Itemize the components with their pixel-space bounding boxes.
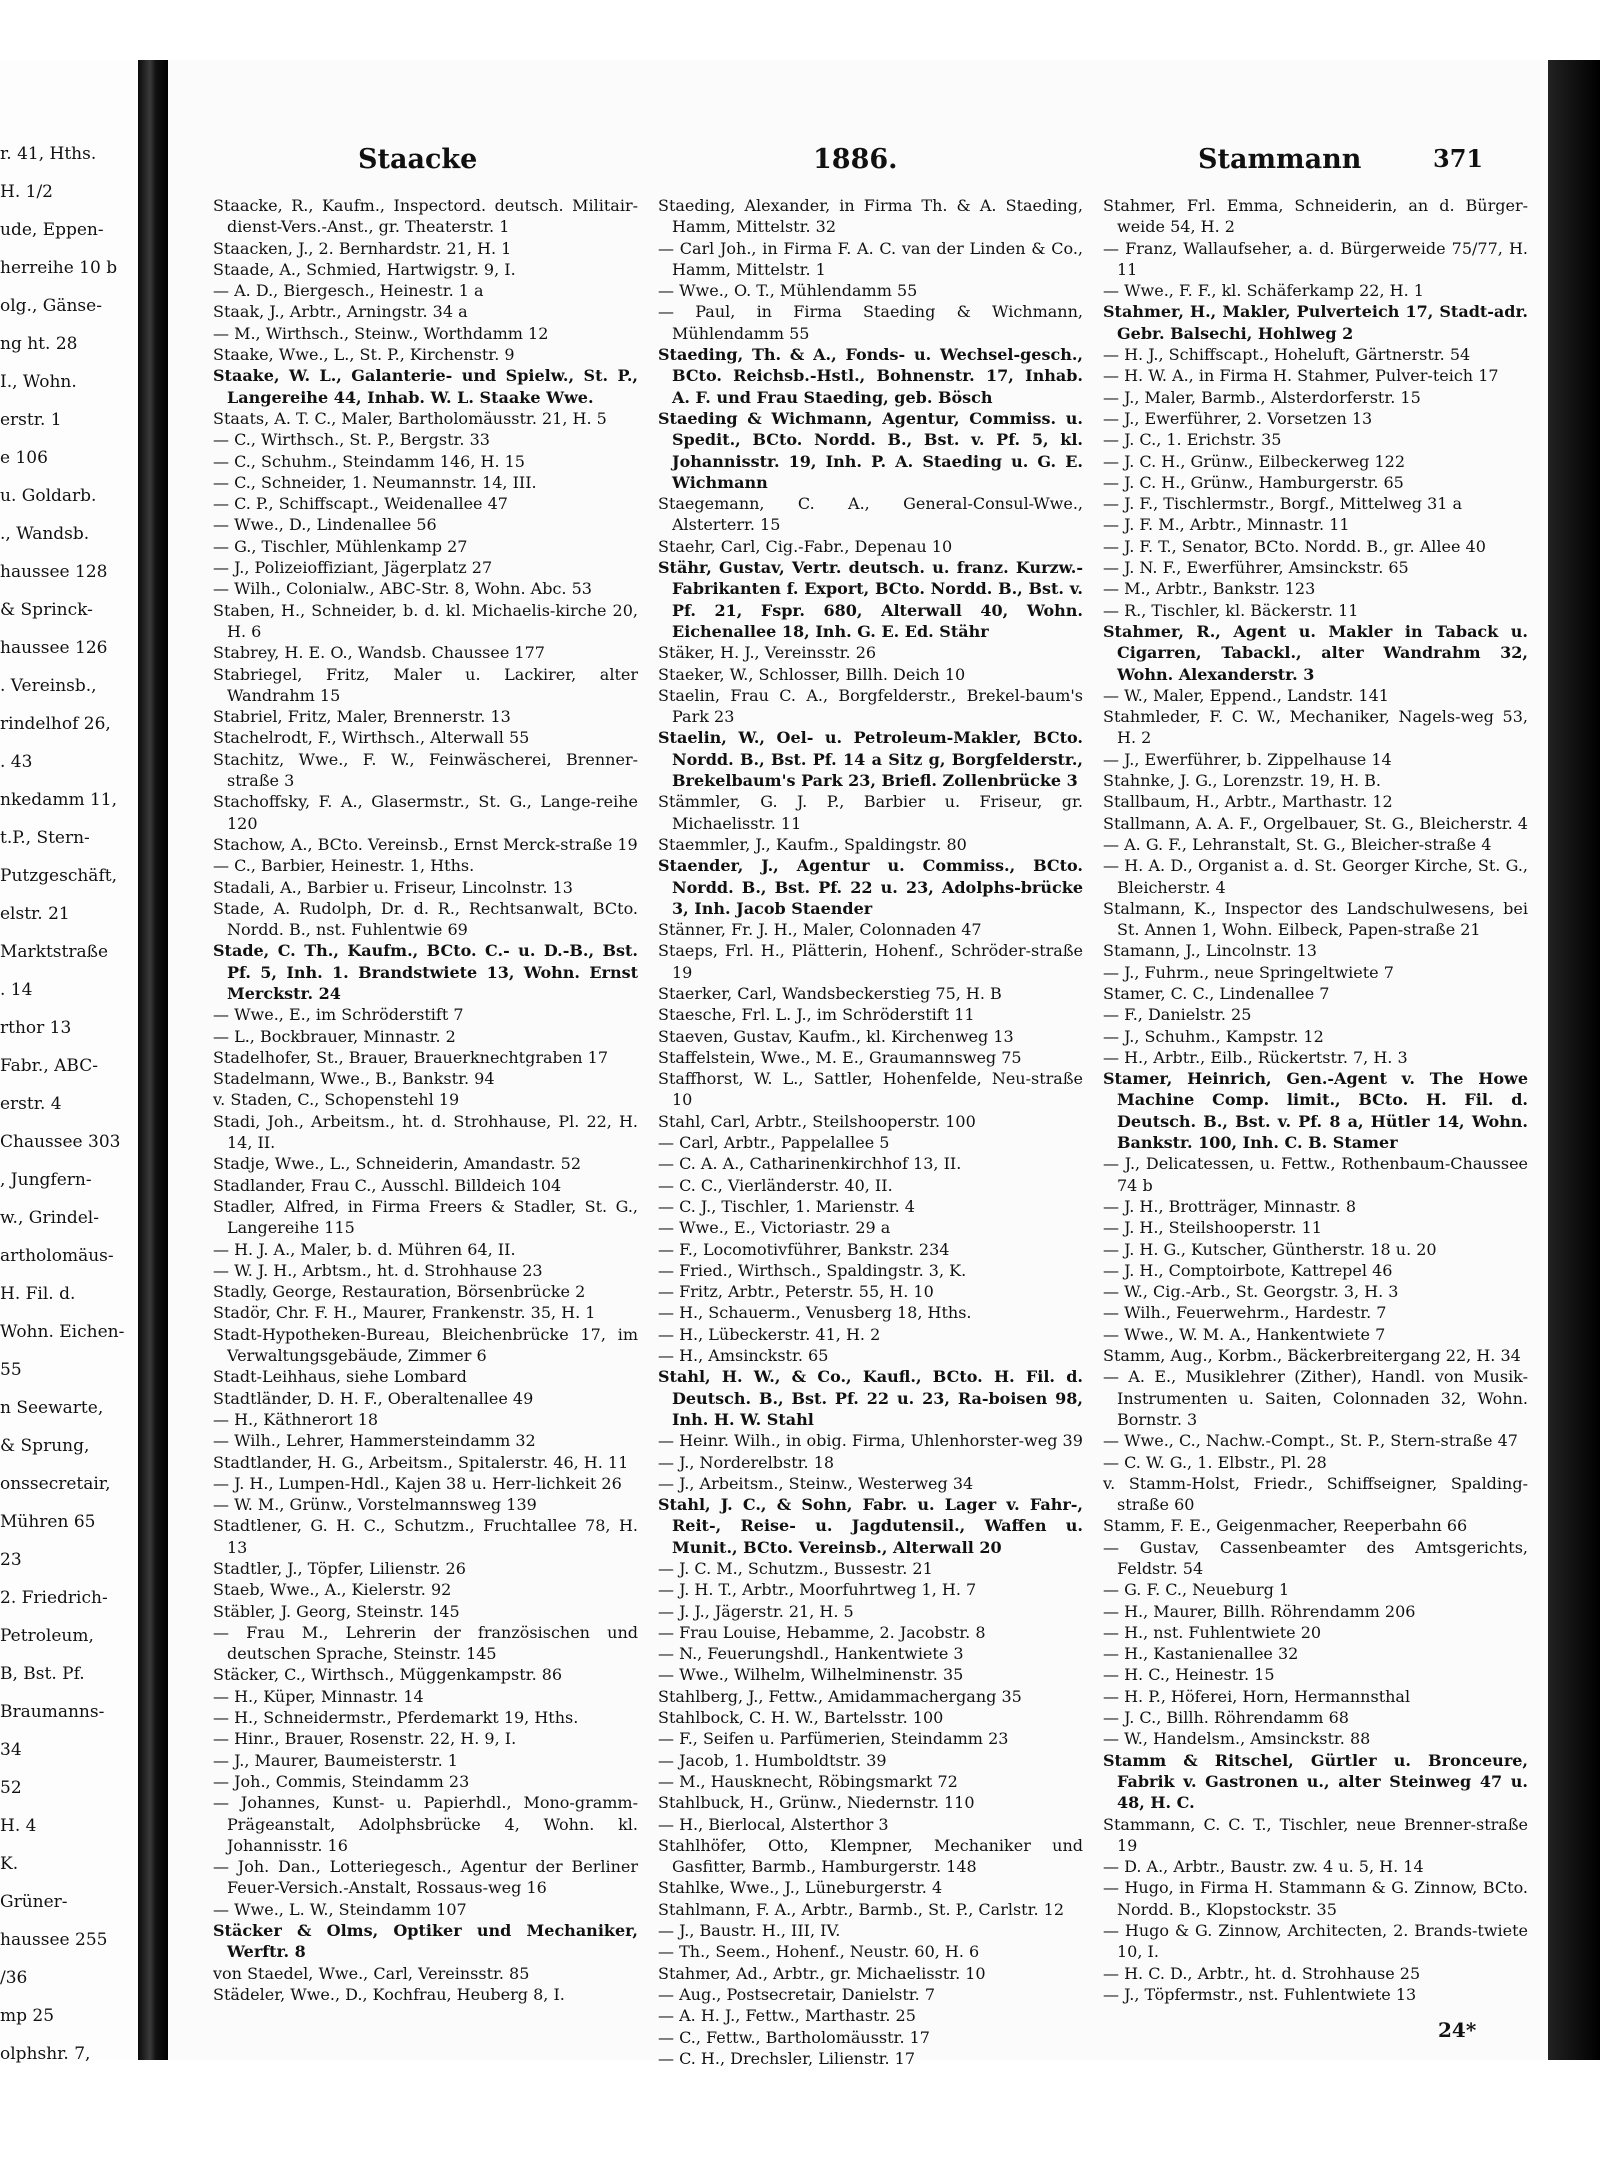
directory-entry: Stabriel, Fritz, Maler, Brennerstr. 13 <box>213 707 511 727</box>
directory-entry: — H. J., Schiffscapt., Hoheluft, Gärtnerstr. 54 <box>1103 345 1471 365</box>
directory-entry: Stadly, George, Restauration, Börsenbrücke 2 <box>213 1282 586 1302</box>
directory-entry: — Gustav, Cassenbeamter des Amtsgerichts, Feldstr. 54 <box>1103 1537 1528 1578</box>
previous-page-fragment <box>0 60 138 2064</box>
fragment-line: H. 1/2 <box>0 182 53 202</box>
directory-entry: Stäker, H. J., Vereinsstr. 26 <box>658 643 877 663</box>
directory-entry: — J. F., Tischlermstr., Borgf., Mittelweg 31 a <box>1103 494 1463 514</box>
fragment-line: 55 <box>0 1360 22 1380</box>
page-number: 371 <box>1433 144 1484 173</box>
directory-entry: Stahlhöfer, Otto, Klempner, Mechaniker und Gasfitter, Barmb., Hamburgerstr. 148 <box>658 1835 1083 1877</box>
fragment-line: t.P., Stern- <box>0 828 90 848</box>
fragment-line: & Sprinck- <box>0 600 93 620</box>
directory-entry: — H. C. D., Arbtr., ht. d. Strohhause 25 <box>1103 1963 1421 1983</box>
directory-entry: Staeding, Alexander, in Firma Th. & A. Staeding, Hamm, Mittelstr. 32 <box>658 196 1083 237</box>
directory-entry: — H. W. A., in Firma H. Stahmer, Pulver-teich 17 <box>1103 366 1499 386</box>
directory-entry: — Paul, in Firma Staeding & Wichmann, Mühlendamm 55 <box>658 302 1083 343</box>
directory-entry: — Wwe., E., Victoriastr. 29 a <box>658 1218 891 1238</box>
fragment-line: herreihe 10 b <box>0 258 118 278</box>
directory-entry: Stahmleder, F. C. W., Mechaniker, Nagels-weg 53, H. 2 <box>1103 707 1528 748</box>
fragment-line: H. 4 <box>0 1816 37 1836</box>
directory-entry: — C. P., Schiffscapt., Weidenallee 47 <box>213 494 508 514</box>
directory-entry: Stadtländer, D. H. F., Oberaltenallee 49 <box>213 1388 534 1408</box>
fragment-line: 34 <box>0 1740 22 1760</box>
fragment-line: erstr. 1 <box>0 410 62 430</box>
directory-entry: Stabriegel, Fritz, Maler u. Lackirer, alter Wandrahm 15 <box>213 664 638 705</box>
directory-entry: — J., Delicatessen, u. Fettw., Rothenbaum-Chaussee 74 b <box>1103 1154 1528 1195</box>
directory-column-3 <box>1103 195 1528 2015</box>
directory-entry: — W., Handelsm., Amsinckstr. 88 <box>1103 1729 1371 1749</box>
directory-entry: Staak, J., Arbtr., Arningstr. 34 a <box>213 302 468 322</box>
directory-entry: Stähr, Gustav, Vertr. deutsch. u. franz. Kurzw.-Fabrikanten f. Export, BCto. Nordd. B., Bst. v. Pf. 21, Fspr. 680, Alterwall 40, Wohn. Eichenallee 18, Inh. G. E. Ed. Stähr <box>658 558 1083 641</box>
directory-entry: Stade, C. Th., Kaufm., BCto. C.- u. D.-B., Bst. Pf. 5, Inh. 1. Brandstwiete 13, Wohn. Ernst Merckstr. 24 <box>213 941 638 1003</box>
fragment-line: haussee 128 <box>0 562 108 582</box>
directory-entry: Stamm, F. E., Geigenmacher, Reeperbahn 66 <box>1103 1516 1468 1536</box>
directory-entry: Staeding, Th. & A., Fonds- u. Wechsel-gesch., BCto. Reichsb.-Hstl., Bohnenstr. 17, Inhab. A. F. und Frau Staeding, geb. Bösch <box>658 345 1083 407</box>
directory-entry: — C. A. A., Catharinenkirchhof 13, II. <box>658 1154 962 1174</box>
directory-entry: — H., Schauerm., Venusberg 18, Hths. <box>658 1303 972 1323</box>
directory-entry: — J., Schuhm., Kampstr. 12 <box>1103 1026 1324 1046</box>
directory-entry: — Aug., Postsecretair, Danielstr. 7 <box>658 1984 935 2004</box>
directory-entry: v. Stamm-Holst, Friedr., Schiffseigner, Spalding-straße 60 <box>1103 1473 1528 1515</box>
directory-entry: Staffelstein, Wwe., M. E., Graumannsweg 75 <box>658 1047 1022 1067</box>
directory-entry: — Wwe., W. M. A., Hankentwiete 7 <box>1103 1324 1386 1344</box>
directory-entry: Stadali, A., Barbier u. Friseur, Lincolnstr. 13 <box>213 877 573 897</box>
directory-entry: — M., Arbtr., Bankstr. 123 <box>1103 579 1316 599</box>
directory-entry: — Wwe., C., Nachw.-Compt., St. P., Stern-straße 47 <box>1103 1431 1518 1451</box>
directory-entry: — C., Barbier, Heinestr. 1, Hths. <box>213 856 475 876</box>
directory-entry: — J. H., Lumpen-Hdl., Kajen 38 u. Herr-lichkeit 26 <box>213 1473 622 1493</box>
directory-entry: — H., Maurer, Billh. Röhrendamm 206 <box>1103 1601 1416 1621</box>
directory-entry: — J. F. T., Senator, BCto. Nordd. B., gr. Allee 40 <box>1103 536 1486 556</box>
directory-entry: Stachoffsky, F. A., Glasermstr., St. G., Lange-reihe 120 <box>213 792 638 833</box>
directory-entry: — Heinr. Wilh., in obig. Firma, Uhlenhorster-weg 39 <box>658 1431 1083 1451</box>
fragment-line: ng ht. 28 <box>0 334 78 354</box>
fragment-line: u. Goldarb. <box>0 486 97 506</box>
directory-entry: Stadlander, Frau C., Ausschl. Billdeich 104 <box>213 1175 562 1195</box>
directory-entry: — F., Seifen u. Parfümerien, Steindamm 23 <box>658 1729 1009 1749</box>
directory-entry: — J. C. M., Schutzm., Bussestr. 21 <box>658 1559 933 1578</box>
directory-entry: — C., Schneider, 1. Neumannstr. 14, III. <box>213 472 537 492</box>
fragment-line: Mühren 65 <box>0 1512 96 1532</box>
directory-entry: — J., Arbeitsm., Steinw., Westerweg 34 <box>658 1473 974 1493</box>
directory-entry: — W., Maler, Eppend., Landstr. 141 <box>1103 685 1389 705</box>
directory-entry: — Jacob, 1. Humboldtstr. 39 <box>658 1750 887 1770</box>
directory-entry: — Wilh., Colonialw., ABC-Str. 8, Wohn. Abc. 53 <box>213 579 592 599</box>
directory-entry: Staehr, Carl, Cig.-Fabr., Depenau 10 <box>658 536 953 556</box>
directory-entry: — H., Käthnerort 18 <box>213 1409 379 1429</box>
directory-entry: Stamm, Aug., Korbm., Bäckerbreitergang 22, H. 34 <box>1103 1346 1521 1366</box>
directory-entry: — Wwe., F. F., kl. Schäferkamp 22, H. 1 <box>1103 281 1424 301</box>
directory-entry: — J. C. H., Grünw., Eilbeckerweg 122 <box>1103 451 1406 471</box>
directory-entry: Stahlbock, C. H. W., Bartelsstr. 100 <box>658 1708 944 1728</box>
directory-entry: — Wilh., Lehrer, Hammersteindamm 32 <box>213 1431 536 1451</box>
directory-entry: Stadtlener, G. H. C., Schutzm., Fruchtallee 78, H. 13 <box>213 1516 638 1557</box>
book-gutter <box>138 60 168 2060</box>
directory-entry: Staesche, Frl. L. J., im Schröderstift 11 <box>658 1005 975 1025</box>
directory-entry: Stadtlander, H. G., Arbeitsm., Spitalerstr. 46, H. 11 <box>213 1452 629 1472</box>
scanned-page-image <box>0 60 1600 2068</box>
directory-entry: — Frau M., Lehrerin der französischen und deutschen Sprache, Steinstr. 145 <box>213 1622 638 1664</box>
directory-entry: — A. D., Biergesch., Heinestr. 1 a <box>213 281 484 301</box>
directory-entry: — J. H., Comptoirbote, Kattrepel 46 <box>1103 1260 1393 1280</box>
fragment-line: w., Grindel- <box>0 1208 99 1228</box>
directory-entry: Staake, W. L., Galanterie- und Spielw., St. P., Langereihe 44, Inhab. W. L. Staake Wwe. <box>213 366 638 407</box>
fragment-line: e 106 <box>0 448 48 468</box>
directory-entry: — J., Baustr. H., III, IV. <box>658 1921 841 1941</box>
directory-entry: — H., nst. Fuhlentwiete 20 <box>1103 1622 1322 1642</box>
fragment-line: B, Bst. Pf. <box>0 1664 85 1684</box>
directory-entry: — H., Bierlocal, Alsterthor 3 <box>658 1814 889 1834</box>
fragment-line: olphshr. 7, <box>0 2044 91 2064</box>
directory-entry: — J., Maler, Barmb., Alsterdorferstr. 15 <box>1103 387 1421 407</box>
directory-entry: — H. C., Heinestr. 15 <box>1103 1665 1275 1685</box>
directory-entry: Stahmer, R., Agent u. Makler in Taback u. Cigarren, Tabackl., alter Wandrahm 32, Wohn. Alexanderstr. 3 <box>1103 621 1528 684</box>
directory-entry: — Hinr., Brauer, Rosenstr. 22, H. 9, I. <box>213 1729 517 1749</box>
fragment-line: rthor 13 <box>0 1018 72 1038</box>
directory-entry: — Joh. Dan., Lotteriegesch., Agentur der Berliner Feuer-Versich.-Anstalt, Rossaus-weg 16 <box>213 1857 638 1898</box>
directory-entry: — H., Kastanienallee 32 <box>1103 1644 1299 1664</box>
directory-entry: — A. E., Musiklehrer (Zither), Handl. von Musik-Instrumenten u. Saiten, Colonnaden 32, Wohn. Bornstr. 3 <box>1103 1367 1528 1429</box>
fragment-line: ude, Eppen- <box>0 220 104 240</box>
directory-entry: Städeler, Wwe., D., Kochfrau, Heuberg 8, I. <box>213 1984 565 2004</box>
fragment-line: 2. Friedrich- <box>0 1588 108 1608</box>
directory-entry: Staegemann, C. A., General-Consul-Wwe., Alsterterr. 15 <box>658 494 1083 535</box>
directory-entry: — J., Polizeioffiziant, Jägerplatz 27 <box>213 558 493 578</box>
directory-entry: Staake, Wwe., L., St. P., Kirchenstr. 9 <box>213 345 515 365</box>
directory-entry: Stamann, J., Lincolnstr. 13 <box>1103 941 1317 961</box>
directory-entry: Stäcker, C., Wirthsch., Müggenkampstr. 86 <box>213 1665 563 1685</box>
directory-entry: — H., Lübeckerstr. 41, H. 2 <box>658 1324 881 1344</box>
directory-entry: — J., Ewerführer, 2. Vorsetzen 13 <box>1103 408 1373 428</box>
directory-entry: — J., Ewerführer, b. Zippelhause 14 <box>1103 749 1392 769</box>
fragment-line: onssecretair, <box>0 1474 111 1494</box>
directory-entry: — W., Cig.-Arb., St. Georgstr. 3, H. 3 <box>1103 1282 1399 1302</box>
directory-entry: Staffhorst, W. L., Sattler, Hohenfelde, Neu-straße 10 <box>658 1069 1083 1110</box>
fragment-line: haussee 126 <box>0 638 108 658</box>
directory-entry: — C., Fettw., Bartholomäusstr. 17 <box>658 2027 930 2047</box>
directory-entry: — D. A., Arbtr., Baustr. zw. 4 u. 5, H. 14 <box>1103 1857 1424 1877</box>
fragment-line: Putzgeschäft, <box>0 866 117 886</box>
directory-entry: Stahmer, Frl. Emma, Schneiderin, an d. Bürger-weide 54, H. 2 <box>1103 196 1528 237</box>
directory-entry: Stachitz, Wwe., F. W., Feinwäscherei, Brenner-straße 3 <box>213 749 638 791</box>
directory-entry: — A. H. J., Fettw., Marthastr. 25 <box>658 2006 916 2026</box>
directory-entry: — H. P., Höferei, Horn, Hermannsthal <box>1103 1686 1411 1706</box>
fragment-line: Chaussee 303 <box>0 1132 121 1152</box>
directory-entry: Stahmer, Ad., Arbtr., gr. Michaelisstr. 10 <box>658 1963 986 1983</box>
directory-entry: — J. F. M., Arbtr., Minnastr. 11 <box>1103 515 1350 535</box>
directory-entry: Stahl, Carl, Arbtr., Steilshooperstr. 100 <box>658 1111 976 1131</box>
directory-entry: Stammann, C. C. T., Tischler, neue Brenner-straße 19 <box>1103 1814 1528 1855</box>
fragment-line: rindelhof 26, <box>0 714 111 734</box>
directory-entry: Staelin, W., Oel- u. Petroleum-Makler, BCto. Nordd. B., Bst. Pf. 14 a Sitz g, Borgfelderstr., Brekelbaum's Park 23, Briefl. Zollenbrücke 3 <box>658 728 1083 791</box>
directory-entry: — W. M., Grünw., Vorstelmannsweg 139 <box>213 1495 537 1515</box>
directory-entry: — Wwe., E., im Schröderstift 7 <box>213 1005 464 1025</box>
directory-entry: — Carl Joh., in Firma F. A. C. van der Linden & Co., Hamm, Mittelstr. 1 <box>658 238 1083 279</box>
directory-entry: — J., Töpfermstr., nst. Fuhlentwiete 13 <box>1103 1984 1417 2004</box>
directory-entry: — C. W. G., 1. Elbstr., Pl. 28 <box>1103 1452 1327 1472</box>
directory-entry: — J. C., Billh. Röhrendamm 68 <box>1103 1708 1349 1728</box>
directory-entry: — G. F. C., Neueburg 1 <box>1103 1580 1290 1600</box>
fragment-line: I., Wohn. <box>0 372 77 392</box>
directory-entry: Stadje, Wwe., L., Schneiderin, Amandastr. 52 <box>213 1154 582 1174</box>
directory-entry: Stadtler, J., Töpfer, Lilienstr. 26 <box>213 1559 466 1578</box>
fragment-line: nkedamm 11, <box>0 790 118 810</box>
directory-entry: Staeker, W., Schlosser, Billh. Deich 10 <box>658 664 966 684</box>
directory-entry: — Wwe., O. T., Mühlendamm 55 <box>658 281 918 301</box>
fragment-line: artholomäus- <box>0 1246 114 1266</box>
directory-column-1 <box>213 195 638 2015</box>
fragment-line: & Sprung, <box>0 1436 90 1456</box>
directory-entry: Stahlmann, F. A., Arbtr., Barmb., St. P., Carlstr. 12 <box>658 1899 1065 1919</box>
directory-entry: Stadler, Alfred, in Firma Freers & Stadler, St. G., Langereihe 115 <box>213 1196 638 1238</box>
directory-entry: — H. A. D., Organist a. d. St. Georger Kirche, St. G., Bleicherstr. 4 <box>1103 856 1528 897</box>
running-head-year: 1886. <box>813 144 898 175</box>
directory-entry: — M., Wirthsch., Steinw., Worthdamm 12 <box>213 323 549 343</box>
fragment-line: K. <box>0 1854 19 1874</box>
fragment-line: Marktstraße <box>0 942 109 962</box>
fragment-line: Braumanns- <box>0 1702 105 1722</box>
directory-entry: — H., Amsinckstr. 65 <box>658 1346 829 1366</box>
fragment-line: H. Fil. d. <box>0 1284 76 1304</box>
directory-entry: — H. J. A., Maler, b. d. Mühren 64, II. <box>213 1239 516 1259</box>
directory-entry: Stamer, Heinrich, Gen.-Agent v. The Howe Machine Comp. limit., BCto. H. Fil. d. Deutsch. B., Bst. v. Pf. 8 a, Hütler 14, Wohn. Bankstr. 100, Inh. C. B. Stamer <box>1103 1069 1528 1153</box>
running-head-right: Stammann <box>1198 144 1362 175</box>
directory-entry: — J., Fuhrm., neue Springeltwiete 7 <box>1103 962 1394 982</box>
directory-entry: — J. H. G., Kutscher, Güntherstr. 18 u. 20 <box>1103 1239 1437 1259</box>
directory-entry: — R., Tischler, kl. Bäckerstr. 11 <box>1103 600 1359 620</box>
directory-entry: Stämmler, G. J. P., Barbier u. Friseur, gr. Michaelisstr. 11 <box>658 792 1083 833</box>
directory-entry: — J. H., Brotträger, Minnastr. 8 <box>1103 1196 1357 1216</box>
directory-entry: — H., Küper, Minnastr. 14 <box>213 1686 424 1706</box>
directory-entry: Stahmer, H., Makler, Pulverteich 17, Stadt-adr. Gebr. Balsechi, Hohlweg 2 <box>1103 302 1528 343</box>
fragment-line: , Jungfern- <box>0 1170 92 1190</box>
directory-entry: Stadt-Hypotheken-Bureau, Bleichenbrücke 17, im Verwaltungsgebäude, Zimmer 6 <box>213 1324 638 1366</box>
directory-entry: — M., Hausknecht, Röbingsmarkt 72 <box>658 1771 958 1791</box>
directory-entry: — Hugo, in Firma H. Stammann & G. Zinnow, BCto. Nordd. B., Klopstockstr. 35 <box>1103 1878 1528 1919</box>
directory-entry: — J. N. F., Ewerführer, Amsinckstr. 65 <box>1103 558 1409 578</box>
directory-entry: Stamm & Ritschel, Gürtler u. Bronceure, Fabrik v. Gastronen u., alter Steinweg 47 u. 48, H. C. <box>1103 1750 1528 1813</box>
directory-entry: — Fried., Wirthsch., Spaldingstr. 3, K. <box>658 1260 967 1280</box>
directory-entry: — C., Wirthsch., St. P., Bergstr. 33 <box>213 430 490 450</box>
directory-entry: — H., Arbtr., Eilb., Rückertstr. 7, H. 3 <box>1103 1047 1408 1067</box>
directory-entry: Stamer, C. C., Lindenallee 7 <box>1103 983 1330 1003</box>
directory-entry: — F., Locomotivführer, Bankstr. 234 <box>658 1239 950 1259</box>
directory-entry: — Carl, Arbtr., Pappelallee 5 <box>658 1133 890 1153</box>
directory-entry: — Joh., Commis, Steindamm 23 <box>213 1771 470 1791</box>
fragment-line: 52 <box>0 1778 22 1798</box>
directory-entry: — G., Tischler, Mühlenkamp 27 <box>213 536 468 556</box>
directory-entry: — J. J., Jägerstr. 21, H. 5 <box>658 1601 854 1621</box>
directory-entry: — J. H., Steilshooperstr. 11 <box>1103 1218 1322 1238</box>
fragment-line: . 14 <box>0 980 33 1000</box>
directory-entry: v. Staden, C., Schopenstehl 19 <box>213 1090 460 1110</box>
directory-entry: Staade, A., Schmied, Hartwigstr. 9, I. <box>213 259 516 279</box>
directory-entry: von Staedel, Wwe., Carl, Vereinsstr. 85 <box>213 1963 530 1983</box>
directory-entry: — J. C. H., Grünw., Hamburgerstr. 65 <box>1103 472 1404 492</box>
directory-entry: Stahlberg, J., Fettw., Amidammachergang 35 <box>658 1686 1022 1706</box>
directory-entry: Stäcker & Olms, Optiker und Mechaniker, Werftr. 8 <box>213 1921 638 1962</box>
fragment-line: olg., Gänse- <box>0 296 102 316</box>
directory-column-2 <box>658 195 1083 2068</box>
directory-entry: — Franz, Wallaufseher, a. d. Bürgerweide 75/77, H. 11 <box>1103 238 1528 279</box>
directory-entry: Stahl, H. W., & Co., Kaufl., BCto. H. Fil. d. Deutsch. B., Bst. Pf. 22 u. 23, Ra-boisen 98, Inh. H. W. Stahl <box>658 1367 1083 1429</box>
scan-border <box>1548 60 1600 2060</box>
directory-entry: — F., Danielstr. 25 <box>1103 1005 1252 1025</box>
fragment-line: erstr. 4 <box>0 1094 62 1114</box>
directory-entry: — L., Bockbrauer, Minnastr. 2 <box>213 1026 456 1046</box>
directory-entry: Stade, A. Rudolph, Dr. d. R., Rechtsanwalt, BCto. Nordd. B., nst. Fuhlentwie 69 <box>213 898 638 940</box>
directory-entry: Stabrey, H. E. O., Wandsb. Chaussee 177 <box>213 643 545 663</box>
fragment-line: 23 <box>0 1550 22 1570</box>
directory-entry: Stadelhofer, St., Brauer, Brauerknechtgraben 17 <box>213 1047 608 1067</box>
directory-entry: — H., Schneidermstr., Pferdemarkt 19, Hths. <box>213 1708 579 1728</box>
directory-entry: Staeb, Wwe., A., Kielerstr. 92 <box>213 1580 452 1600</box>
directory-entry: — Hugo & G. Zinnow, Architecten, 2. Brands-twiete 10, I. <box>1103 1921 1528 1962</box>
directory-entry: — Wwe., L. W., Steindamm 107 <box>213 1899 467 1919</box>
directory-entry: Stahlke, Wwe., J., Lüneburgerstr. 4 <box>658 1878 943 1898</box>
printer-signature: 24* <box>1438 2018 1477 2042</box>
directory-entry: Stadelmann, Wwe., B., Bankstr. 94 <box>213 1069 495 1089</box>
directory-entry: — C. H., Drechsler, Lilienstr. 17 <box>658 2048 916 2068</box>
directory-entry: Stallmann, A. A. F., Orgelbauer, St. G., Bleicherstr. 4 <box>1103 813 1528 833</box>
directory-entry: — Johannes, Kunst- u. Papierhdl., Mono-gramm-Prägeanstalt, Adolphsbrücke 4, Wohn. kl. Johannisstr. 16 <box>213 1793 638 1855</box>
directory-entry: — C. J., Tischler, 1. Marienstr. 4 <box>658 1196 915 1216</box>
fragment-line: . Vereinsb., <box>0 676 97 696</box>
directory-entry: Staacken, J., 2. Bernhardstr. 21, H. 1 <box>213 238 512 258</box>
directory-entry: Stachelrodt, F., Wirthsch., Alterwall 55 <box>213 728 530 748</box>
directory-entry: — J., Norderelbstr. 18 <box>658 1452 835 1472</box>
fragment-line: mp 25 <box>0 2006 55 2026</box>
directory-entry: — Th., Seem., Hohenf., Neustr. 60, H. 6 <box>658 1942 980 1962</box>
directory-entry: Stallbaum, H., Arbtr., Marthastr. 12 <box>1103 792 1393 812</box>
fragment-line: Fabr., ABC- <box>0 1056 98 1076</box>
directory-entry: Staeps, Frl. H., Plätterin, Hohenf., Schröder-straße 19 <box>658 941 1083 982</box>
fragment-line: elstr. 21 <box>0 904 70 924</box>
directory-entry: Stadi, Joh., Arbeitsm., ht. d. Strohhause, Pl. 22, H. 14, II. <box>213 1111 638 1153</box>
directory-entry: — Fritz, Arbtr., Peterstr. 55, H. 10 <box>658 1282 934 1302</box>
directory-entry: Staeven, Gustav, Kaufm., kl. Kirchenweg 13 <box>658 1026 1014 1046</box>
directory-entry: Staerker, Carl, Wandsbeckerstieg 75, H. B <box>658 983 1002 1003</box>
directory-entry: — J. C., 1. Erichstr. 35 <box>1103 430 1282 450</box>
fragment-line: haussee 255 <box>0 1930 108 1950</box>
fragment-line: Petroleum, <box>0 1626 94 1646</box>
directory-entry: Stalmann, K., Inspector des Landschulwesens, bei St. Annen 1, Wohn. Eilbeck, Papen-straße 21 <box>1103 898 1528 940</box>
directory-entry: — Wwe., Wilhelm, Wilhelminenstr. 35 <box>658 1665 964 1685</box>
directory-entry: Staelin, Frau C. A., Borgfelderstr., Brekel-baum's Park 23 <box>658 685 1083 727</box>
directory-entry: — C. C., Vierländerstr. 40, II. <box>658 1175 893 1195</box>
fragment-line: . 43 <box>0 752 33 772</box>
directory-entry: Staats, A. T. C., Maler, Bartholomäusstr. 21, H. 5 <box>213 408 607 428</box>
directory-entry: Staacke, R., Kaufm., Inspectord. deutsch. Militair-dienst-Vers.-Anst., gr. Theaterstr. 1 <box>213 196 638 237</box>
directory-entry: Stäbler, J. Georg, Steinstr. 145 <box>213 1601 460 1621</box>
directory-entry: — J. H. T., Arbtr., Moorfuhrtweg 1, H. 7 <box>658 1580 977 1600</box>
directory-entry: — Frau Louise, Hebamme, 2. Jacobstr. 8 <box>658 1622 986 1642</box>
directory-entry: — N., Feuerungshdl., Hankentwiete 3 <box>658 1644 964 1664</box>
directory-entry: Stadör, Chr. F. H., Maurer, Frankenstr. 35, H. 1 <box>213 1303 596 1323</box>
fragment-line: Wohn. Eichen- <box>0 1322 125 1342</box>
directory-entry: Stänner, Fr. J. H., Maler, Colonnaden 47 <box>658 920 982 940</box>
directory-entry: — A. G. F., Lehranstalt, St. G., Bleicher-straße 4 <box>1103 834 1492 854</box>
directory-entry: — W. J. H., Arbtsm., ht. d. Strohhause 23 <box>213 1260 543 1280</box>
directory-entry: Stahlbuck, H., Grünw., Niedernstr. 110 <box>658 1793 975 1813</box>
directory-entry: — Wilh., Feuerwehrm., Hardestr. 7 <box>1103 1303 1387 1323</box>
directory-entry: Stachow, A., BCto. Vereinsb., Ernst Merck-straße 19 <box>213 834 638 854</box>
directory-entry: — Wwe., D., Lindenallee 56 <box>213 515 437 535</box>
running-head-left: Staacke <box>358 144 478 175</box>
directory-entry: — J., Maurer, Baumeisterstr. 1 <box>213 1750 458 1770</box>
directory-entry: Stadt-Leihhaus, siehe Lombard <box>213 1367 467 1387</box>
directory-entry: Stahnke, J. G., Lorenzstr. 19, H. B. <box>1103 771 1381 791</box>
fragment-line: ., Wandsb. <box>0 524 90 544</box>
directory-page <box>168 60 1548 2068</box>
fragment-line: r. 41, Hths. <box>0 144 97 164</box>
directory-entry: Staemmler, J., Kaufm., Spaldingstr. 80 <box>658 834 967 854</box>
fragment-line: n Seewarte, <box>0 1398 104 1418</box>
fragment-line: Grüner- <box>0 1892 68 1912</box>
directory-entry: Stahl, J. C., & Sohn, Fabr. u. Lager v. Fahr-, Reit-, Reise- u. Jagdutensil., Waffen u. Munit., BCto. Vereinsb., Alterwall 20 <box>658 1495 1083 1557</box>
directory-entry: Staben, H., Schneider, b. d. kl. Michaelis-kirche 20, H. 6 <box>213 600 638 641</box>
directory-entry: Staender, J., Agentur u. Commiss., BCto. Nordd. B., Bst. Pf. 22 u. 23, Adolphs-brücke 3, Inh. Jacob Staender <box>658 856 1083 918</box>
fragment-line: /36 <box>0 1968 28 1988</box>
directory-entry: Staeding & Wichmann, Agentur, Commiss. u. Spedit., BCto. Nordd. B., Bst. v. Pf. 5, kl. Johannisstr. 19, Inh. P. A. Staeding u. G. E. Wichmann <box>658 408 1083 492</box>
directory-entry: — C., Schuhm., Steindamm 146, H. 15 <box>213 451 525 471</box>
